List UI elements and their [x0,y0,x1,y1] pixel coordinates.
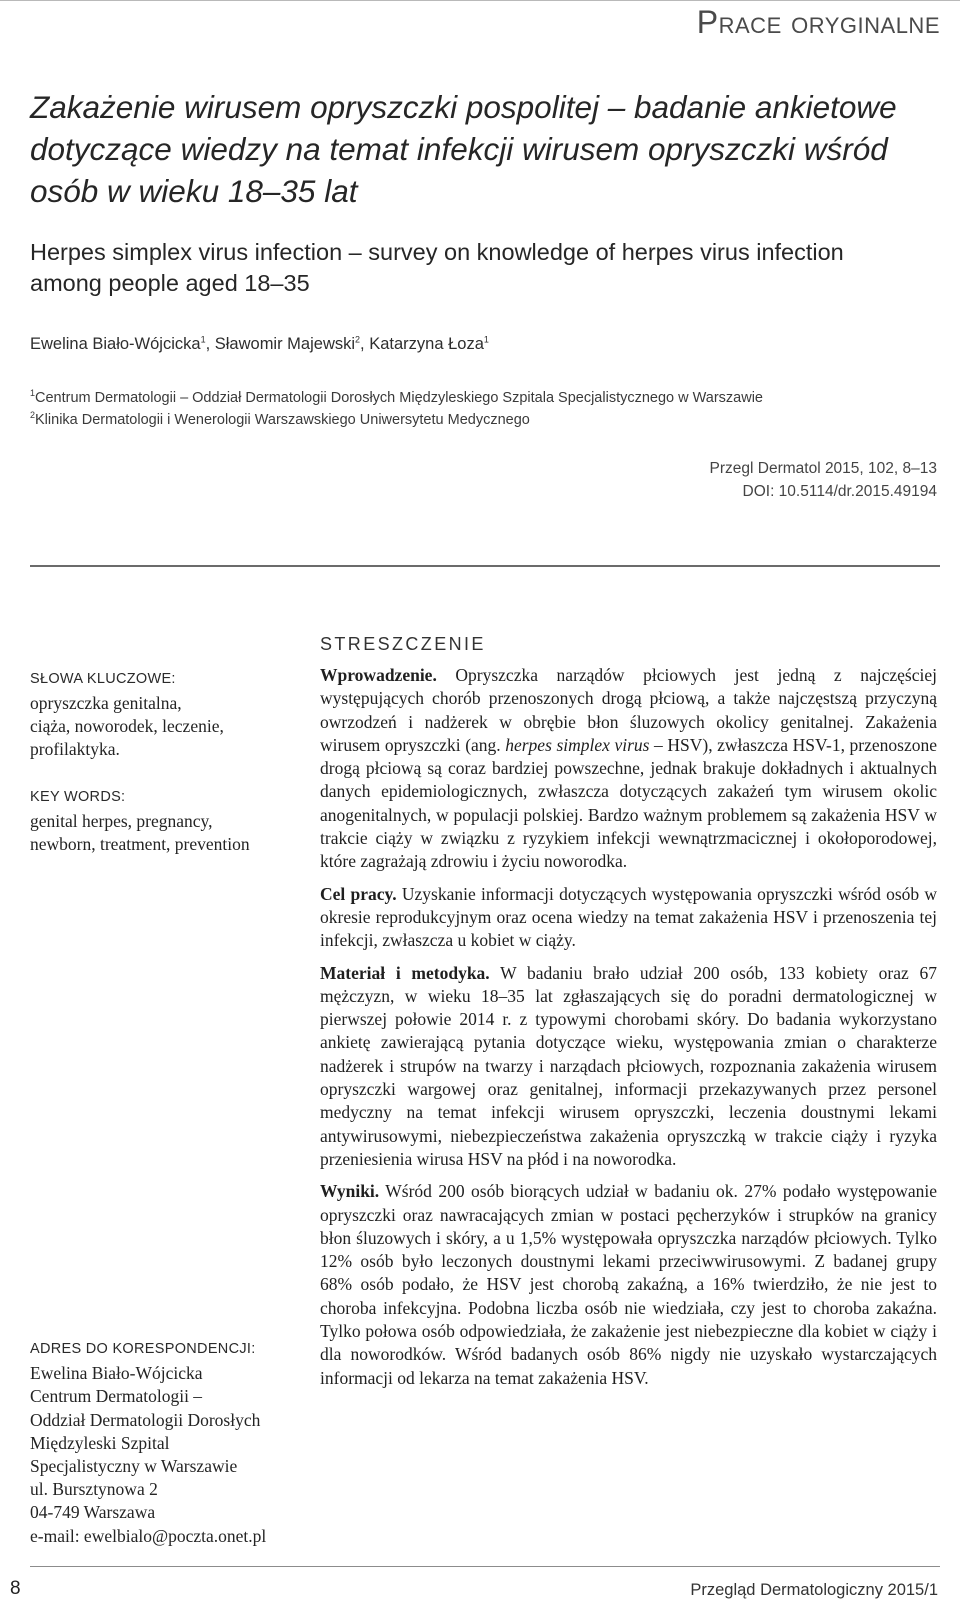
footer-divider [30,1566,940,1567]
abstract-methods [320,962,937,1172]
keyword-line: ciąża, noworodek, leczenie, [30,716,224,736]
address-line: Centrum Dermatologii – [30,1386,203,1407]
journal-footer: Przegląd Dermatologiczny 2015/1 [690,1581,938,1599]
author-list [30,335,489,354]
abstract-aim [320,883,937,953]
author-separator: , [360,335,370,353]
abstract-introduction [320,664,937,874]
title-english-line: Herpes simplex virus infection – survey on knowledge of herpes virus infection [30,239,844,265]
paragraph-text: Wśród 200 osób biorących udział w badaniu ok. 27% podało występowanie opryszczki oraz nawracających zmian w postaci pęcherzyków i strupków na granicy błon śluzowych i skóry, a u 1,5% występowała opryszczka narządów płciowych. Tylko 12% osób było leczonych doustnymi lekami przeciwwirusowymi. Z badanej grupy 68% osób podało, że HSV jest chorobą zakaźną, a 16% twierdziło, że nie jest to choroba infekcyjna. Podobna liczba osób nie wiedziała, czy jest to choroba zakaźna. Tylko połowa osób odpowiedziała, że zakażenie jest niebezpieczne dla kobiet w ciąży i dla noworodków. Wśród badanych osób 86% nigdy nie uzyskało wystarczających informacji od lekarza na temat zakażenia HSV. [320,1181,937,1388]
paragraph-label: Wyniki. [320,1181,380,1202]
affiliation-text: Centrum Dermatologii – Oddział Dermatologii Dorosłych Międzyleskiego Szpitala Specjalistycznego w Warszawie [35,390,763,406]
journal-reference: Przegl Dermatol 2015, 102, 8–13 [709,460,937,477]
header-divider [30,565,940,567]
address-line: Specjalistyczny w Warszawie [30,1456,238,1477]
paragraph-label: Wprowadzenie. [320,665,437,685]
keywords-english [30,786,310,856]
address-line: Międzyleski Szpital [30,1432,170,1453]
affiliation-mark: 2 [30,410,36,421]
address-line: Oddział Dermatologii Dorosłych [30,1409,261,1430]
correspondence-heading: ADRES DO KORESPONDENCJI: [30,1341,256,1357]
page-number: 8 [10,1578,21,1599]
affiliation [30,390,763,406]
author-affiliation-mark: 1 [483,334,489,345]
affiliation-mark: 1 [30,388,36,399]
title-polish-line: osób w wieku 18–35 lat [30,173,358,209]
paragraph-text: Uzyskanie informacji dotyczących występowania opryszczki wśród osób w okresie reprodukcyjnym oraz ocena wiedzy na temat zakażenia HSV i przenoszenia tej infekcji, zwłaszcza u kobiet w ciąży. [320,883,937,951]
paragraph-text: W badaniu brało udział 200 osób, 133 kobiety oraz 67 mężczyzn, w wieku 18–35 lat zgłaszających się do poradni dermatologicznej w pierwszej połowie 2014 r. z typowymi chorobami skóry. Do badania wykorzystano ankietę zawierającą pytania dotyczące wieku, występowania zmian o charakterze nadżerek i strupów na twarzy i narządach płciowych, rozpoznania zakażenia wirusem opryszczki wargowej oraz genitalnej, informacji przekazywanych przez personel medyczny na temat infekcji wirusem opryszczki, leczenia doustnymi lekami antywirusowymi, niebezpieczeństwa zakażenia opryszczką w trakcie ciąży i ryzyka przeniesienia wirusa HSV na płód i na noworodka. [320,962,937,1169]
paragraph-text: – HSV), zwłaszcza HSV-1, przenoszone drogą płciową są coraz bardziej powszechne, jednak brakuje dokładnych i aktualnych danych epidemiologicznych, zwłaszcza dotyczących zakażeń tym wirusem okolic anogenitalnych, w populacji polskiej. Bardzo ważnym problemem są zakażenia HSV w trakcie ciąży w związku z ryzykiem infekcji wewnątrzmacicznej i okołoporodowej, które zagrażają zdrowiu i życiu noworodka. [320,734,937,872]
email-link[interactable]: e-mail: ewelbialo@poczta.onet.pl [30,1525,267,1546]
affiliation-text: Klinika Dermatologii i Wenerologii Warszawskiego Uniwersytetu Medycznego [35,412,530,428]
title-english [30,237,940,299]
citation-block [537,457,937,503]
address-line: Ewelina Biało-Wójcicka [30,1363,203,1384]
address-line: ul. Bursztynowa 2 [30,1479,158,1500]
abstract [320,634,937,1399]
abstract-results [320,1180,937,1390]
paragraph-label: Cel pracy. [320,883,397,904]
keyword-line: profilaktyka. [30,739,120,759]
author-affiliation-mark: 2 [355,334,361,345]
address-line: 04-749 Warszawa [30,1502,156,1523]
author-name: Katarzyna Łoza [369,335,484,353]
author-name: Ewelina Biało-Wójcicka [30,335,201,353]
correspondence-address [30,1338,310,1548]
author-affiliation-mark: 1 [200,334,206,345]
top-rule [0,0,960,1]
keyword-line: opryszczka genitalna, [30,693,182,713]
paragraph-text: Opryszczka narządów płciowych jest jedną z najczęściej występujących chorób przenoszonych drogą płciową, a także najczęstszą przyczyną owrzodzeń i nadżerek w obrębie błon śluzowych okolicy genitalnej. Zakażenia wirusem opryszczki (ang. [320,665,937,755]
title-polish [30,86,940,212]
keywords-polish-heading: SŁOWA KLUCZOWE: [30,671,176,687]
keywords-polish [30,668,310,761]
doi-link[interactable]: DOI: 10.5114/dr.2015.49194 [742,483,937,500]
author-name: Sławomir Majewski [214,335,356,353]
title-polish-line: dotyczące wiedzy na temat infekcji wirusem opryszczki wśród [30,131,888,167]
affiliation [30,412,530,428]
keyword-line: newborn, treatment, prevention [30,834,250,854]
title-polish-line: Zakażenie wirusem opryszczki pospolitej – badanie ankietowe [30,89,897,125]
author-separator: , [205,335,215,353]
section-label: Prace oryginalne [696,4,940,40]
paragraph-italic-term: herpes simplex virus [505,734,650,755]
keyword-line: genital herpes, pregnancy, [30,811,213,831]
abstract-heading: STRESZCZENIE [320,634,486,654]
keywords-english-heading: KEY WORDS: [30,789,126,805]
paragraph-label: Materiał i metodyka. [320,962,490,983]
title-english-line: among people aged 18–35 [30,270,310,296]
